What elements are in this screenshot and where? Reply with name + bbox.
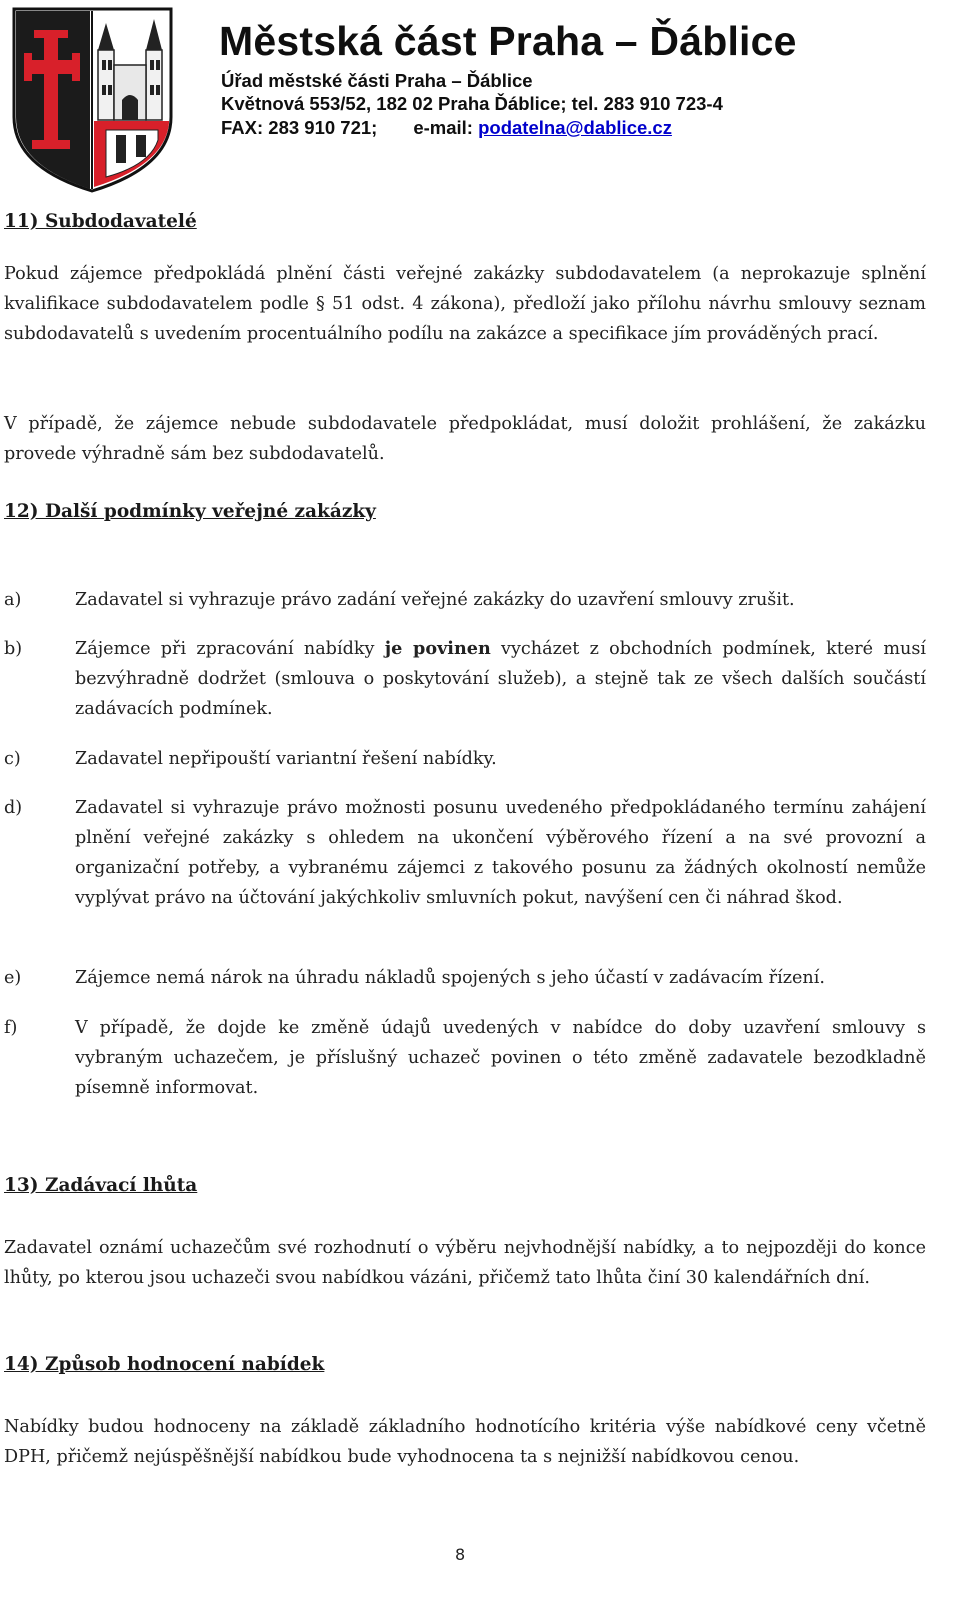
list-marker: e) [4,968,22,988]
section-11-paragraph-1: Pokud zájemce předpokládá plnění části veřejné zakázky subdodavatelem (a neprokazuje splnění kvalifikace subdodavatelem podle § 51 odst. 4 zákona), předloží jako přílohu návrhu smlouvy seznam subdodavatelů s uvedením procentuálního podílu na zakázce a specifikace jím prováděných prací. [4,264,926,344]
office-address: Květnová 553/52, 182 02 Praha Ďáblice; tel. 283 910 723-4 [221,93,723,114]
list-marker: b) [4,639,23,659]
page-number: 8 [455,1545,466,1564]
municipality-title: Městská část Praha – Ďáblice [219,18,797,64]
list-item-text: Zájemce při zpracování nabídky je povinen vycházet z obchodních podmínek, které musí bezvýhradně dodržet (smlouva o poskytování služeb), a stejně tak ze všech dalších součástí zadávacích podmínek. [75,638,926,719]
section-11-paragraph-2: V případě, že zájemce nebude subdodavatele předpokládat, musí doložit prohlášení, že zakázku provede výhradně sám bez subdodavatelů. [4,414,926,464]
list-marker: d) [4,798,23,818]
section-13-heading: 13) Zadávací lhůta [4,1175,198,1196]
office-name: Úřad městské části Praha – Ďáblice [221,70,533,91]
list-item-text: Zadavatel nepřipouští variantní řešení nabídky. [75,749,497,769]
coat-of-arms-logo [10,5,175,195]
fax-number: FAX: 283 910 721; [221,117,378,138]
section-11-heading: 11) Subdodavatelé [4,211,197,232]
list-marker: f) [4,1018,18,1038]
emphasis-required: je povinen [384,638,491,659]
contact-line [221,117,672,139]
email-label: e-mail: [413,117,473,138]
list-marker: a) [4,590,22,610]
list-item-text: Zadavatel si vyhrazuje právo možnosti posunu uvedeného předpokládaného termínu zahájení plnění veřejné zakázky s ohledem na ukončení výběrového řízení a na své provozní a organizační potřeby, a vybranému zájemci z takového posunu za žádných okolností nemůže vyplývat právo na účtování jakýchkoliv smluvních pokut, navýšení cen či náhrad škod. [75,798,926,908]
section-14-paragraph: Nabídky budou hodnoceny na základě základního hodnotícího kritéria výše nabídkové ceny včetně DPH, přičemž nejúspěšnější nabídkou bude vyhodnocena ta s nejnižší nabídkovou cenou. [4,1417,926,1467]
email-link[interactable]: podatelna@dablice.cz [478,117,672,138]
list-marker: c) [4,749,21,769]
list-item-text: V případě, že dojde ke změně údajů uvedených v nabídce do doby uzavření smlouvy s vybraným uchazečem, je příslušný uchazeč povinen o této změně zadavatele bezodkladně písemně informovat. [75,1018,926,1098]
section-14-heading: 14) Způsob hodnocení nabídek [4,1354,325,1375]
section-12-heading: 12) Další podmínky veřejné zakázky [4,501,376,522]
list-item-text: Zájemce nemá nárok na úhradu nákladů spojených s jeho účastí v zadávacím řízení. [75,968,825,988]
list-item-text: Zadavatel si vyhrazuje právo zadání veřejné zakázky do uzavření smlouvy zrušit. [75,590,795,610]
section-13-paragraph: Zadavatel oznámí uchazečům své rozhodnutí o výběru nejvhodnější nabídky, a to nejpozději do konce lhůty, po kterou jsou uchazeči svou nabídkou vázáni, přičemž tato lhůta činí 30 kalendářních dní. [4,1238,926,1288]
